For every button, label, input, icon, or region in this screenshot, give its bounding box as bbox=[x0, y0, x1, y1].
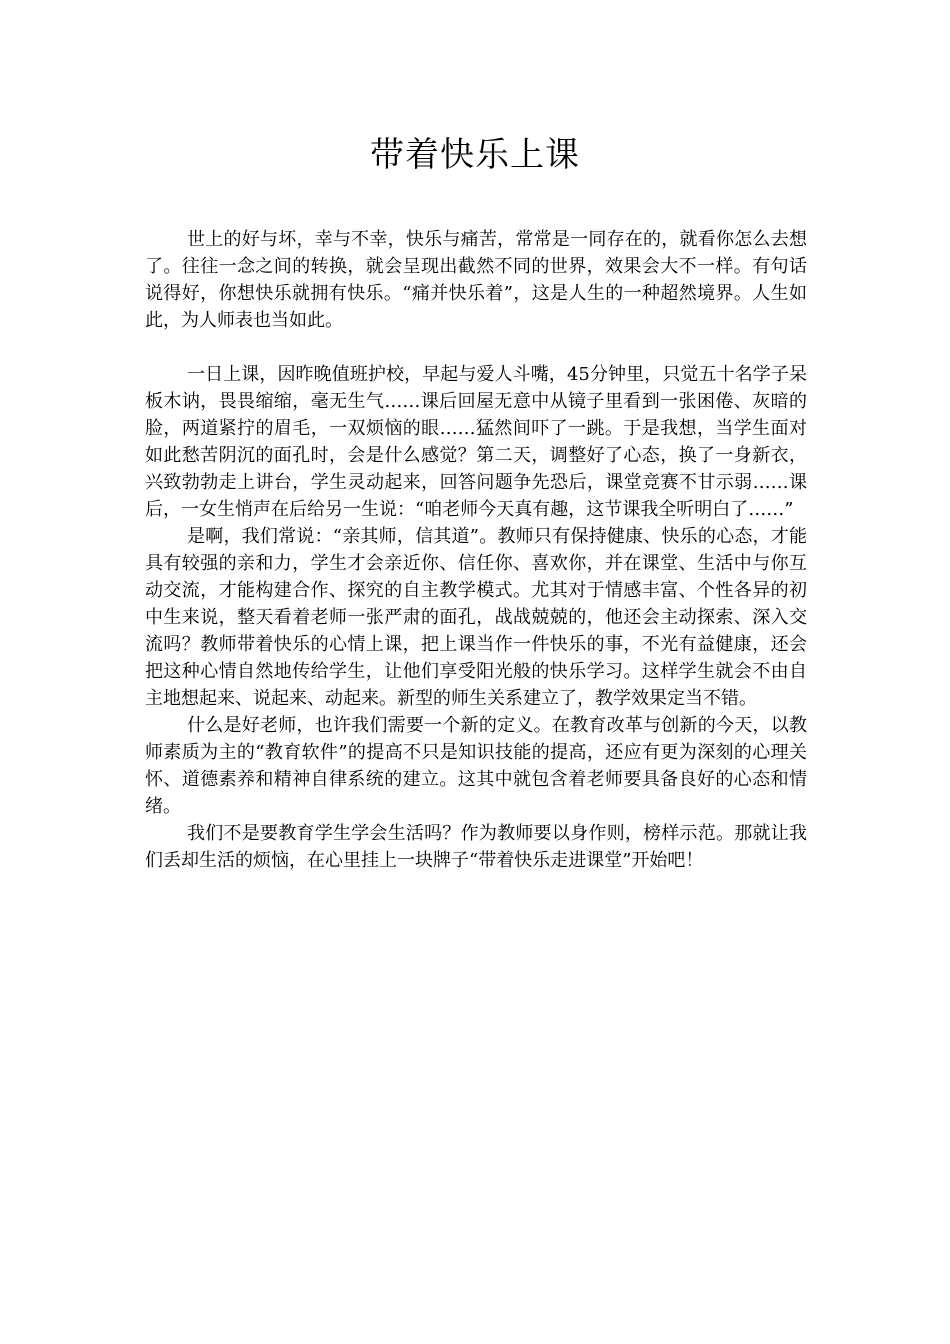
document-body bbox=[145, 226, 807, 874]
document-title: 带着快乐上课 bbox=[370, 135, 580, 175]
paragraph: 世上的好与坏，幸与不幸，快乐与痛苦，常常是一同存在的，就看你怎么去想了。往往一念之间的转换，就会呈现出截然不同的世界，效果会大不一样。有句话说得好，你想快乐就拥有快乐。“痛并快乐着”，这是人生的一种超然境界。人生如此，为人师表也当如此。 bbox=[145, 229, 807, 331]
paragraph: 什么是好老师，也许我们需要一个新的定义。在教育改革与创新的今天，以教师素质为主的“教育软件”的提高不只是知识技能的提高，还应有更为深刻的心理关怀、道德素养和精神自律系统的建立。这其中就包含着老师要具备良好的心态和情绪。 bbox=[145, 715, 807, 817]
paragraph: 一日上课，因昨晚值班护校，早起与爱人斗嘴，45分钟里，只觉五十名学子呆板木讷，畏畏缩缩，毫无生气……课后回屋无意中从镜子里看到一张困倦、灰暗的脸，两道紧拧的眉毛，一双烦恼的眼……猛然间吓了一跳。于是我想，当学生面对如此愁苦阴沉的面孔时，会是什么感觉？第二天，调整好了心态，换了一身新衣，兴致勃勃走上讲台，学生灵动起来，回答问题争先恐后，课堂竞赛不甘示弱……课后，一女生悄声在后给另一生说：“咱老师今天真有趣，这节课我全听明白了……” bbox=[145, 364, 807, 520]
paragraph: 是啊，我们常说：“亲其师，信其道”。教师只有保持健康、快乐的心态，才能具有较强的亲和力，学生才会亲近你、信任你、喜欢你，并在课堂、生活中与你互动交流，才能构建合作、探究的自主教学模式。尤其对于情感丰富、个性各异的初中生来说，整天看着老师一张严肃的面孔，战战兢兢的，他还会主动探索、深入交流吗？教师带着快乐的心情上课，把上课当作一件快乐的事，不光有益健康，还会把这种心情自然地传给学生，让他们享受阳光般的快乐学习。这样学生就会不由自主地想起来、说起来、动起来。新型的师生关系建立了，教学效果定当不错。 bbox=[145, 526, 807, 709]
paragraph: 我们不是要教育学生学会生活吗？作为教师要以身作则，榜样示范。那就让我们丢却生活的烦恼，在心里挂上一块牌子“带着快乐走进课堂”开始吧！ bbox=[145, 823, 807, 871]
